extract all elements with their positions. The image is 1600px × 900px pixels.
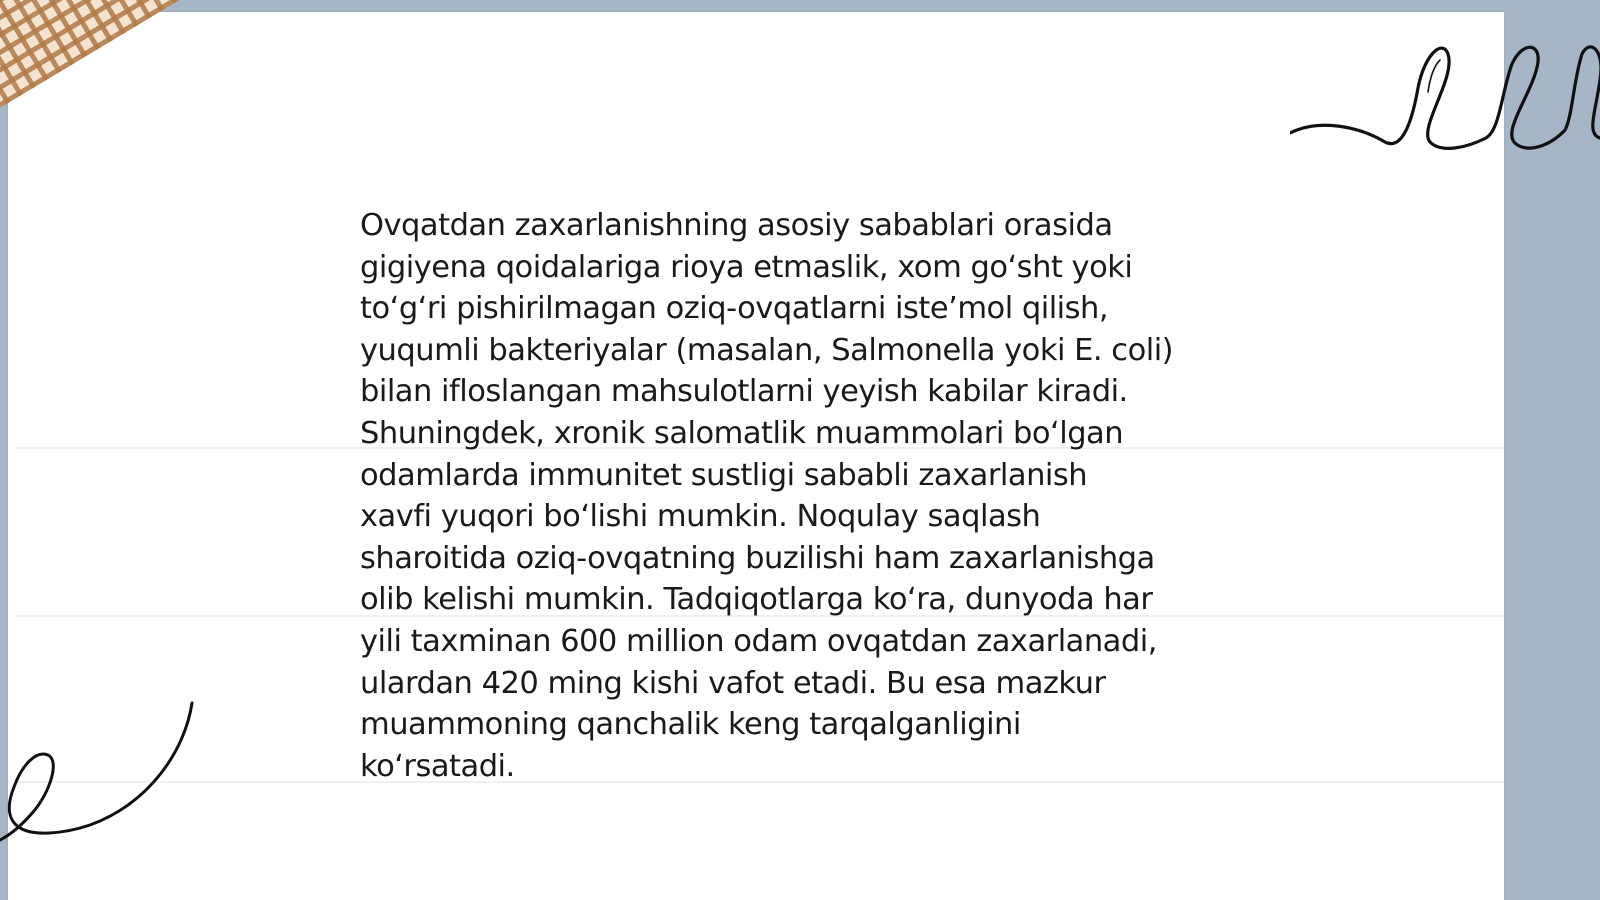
loop-scribble-icon [1290, 30, 1600, 160]
swoosh-scribble-icon [0, 695, 200, 845]
slide-body-text: Ovqatdan zaxarlanishning asosiy sabablari orasida gigiyena qoidalariga rioya etmaslik, xom goʻsht yoki toʻgʻri pishirilmagan oziq-ovqatlarni isteʼmol qilish, yuqumli bakteriyalar (masalan, Salmonella yoki E. coli) bilan ifloslangan mahsulotlarni yeyish kabilar kiradi. Shuningdek, xronik salomatlik muammolari boʻlgan odamlarda immunitet sustligi sababli zaxarlanish xavfi yuqori boʻlishi mumkin. Noqulay saqlash sharoitida oziq-ovqatning buzilishi ham zaxarlanishga olib kelishi mumkin. Tadqiqotlarga koʻra, dunyoda har yili taxminan 600 million odam ovqatdan zaxarlanadi, ulardan 420 ming kishi vafot etadi. Bu esa mazkur muammoning qanchalik keng tarqalganligini koʻrsatadi. [360, 208, 1174, 784]
